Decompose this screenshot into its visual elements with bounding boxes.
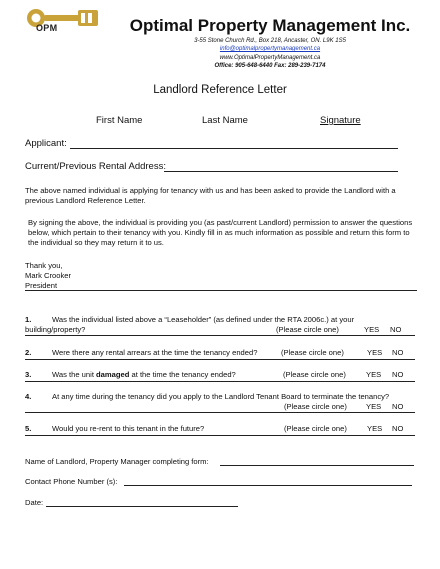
question-number: 5. (25, 424, 32, 433)
question-text (52, 370, 236, 380)
question-number: 1. (25, 315, 32, 324)
company-address: 3-55 Stone Church Rd., Box 218, Ancaster, ON. L9K 1S5 (194, 38, 346, 44)
intro-paragraph: The above named individual is applying for tenancy with us and has been asked to provide the Landlord with a previous Landlord Reference Letter. (25, 186, 396, 205)
question-text-continued: building/property? (25, 325, 86, 334)
circle-instruction: (Please circle one) (284, 402, 347, 411)
question-divider (25, 435, 415, 436)
divider (25, 290, 417, 291)
email-link[interactable]: info@optimalpropertymanagement.ca (219, 46, 321, 52)
sign-off-name: Mark Crooker (25, 271, 71, 280)
question-text: Was the individual listed above a “Leaseholder” (as defined under the RTA 2006c.) at your (52, 315, 355, 324)
question-text-pre: Was the unit (52, 370, 97, 379)
circle-instruction: (Please circle one) (276, 325, 339, 334)
question-divider (25, 381, 415, 382)
circle-instruction: (Please circle one) (283, 370, 346, 379)
question-text: Would you re-rent to this tenant in the future? (52, 424, 205, 433)
form-title: Landlord Reference Letter (153, 84, 287, 96)
yes-option[interactable]: YES (364, 325, 380, 334)
permission-paragraph: By signing the above, the individual is providing you (as past/current Landlord) permission to answer the questions below, which pertain to their tenancy with you. Kindly fill in as much information as possible and return this form to the individual so they may return it to us. (28, 218, 413, 247)
date-field[interactable] (46, 506, 238, 507)
sign-off-thanks: Thank you, (25, 261, 63, 270)
last-name-heading: Last Name (202, 115, 248, 126)
company-name: Optimal Property Management Inc. (129, 16, 411, 35)
phone-field[interactable] (124, 485, 412, 486)
no-option[interactable]: NO (392, 370, 404, 379)
question-text: At any time during the tenancy did you apply to the Landlord Tenant Board to terminate the tenancy? (52, 392, 390, 401)
no-option[interactable]: NO (392, 424, 404, 433)
question-text-emphasis: damaged (96, 370, 130, 379)
rental-address-field[interactable] (164, 171, 398, 172)
circle-instruction: (Please circle one) (281, 348, 344, 357)
question-divider (25, 335, 415, 336)
question-text-post: at the time the tenancy ended? (129, 370, 236, 379)
applicant-label: Applicant: (25, 138, 67, 149)
question-number: 4. (25, 392, 32, 401)
date-label: Date: (25, 498, 44, 507)
signature-heading: Signature (320, 115, 361, 126)
question-number: 3. (25, 370, 32, 379)
landlord-name-label: Name of Landlord, Property Manager completing form: (25, 457, 209, 466)
yes-option[interactable]: YES (367, 424, 383, 433)
phone-label: Contact Phone Number (s): (25, 477, 118, 486)
circle-instruction: (Please circle one) (284, 424, 347, 433)
question-text: Were there any rental arrears at the time the tenancy ended? (52, 348, 258, 357)
first-name-heading: First Name (96, 115, 143, 126)
no-option[interactable]: NO (390, 325, 402, 334)
yes-option[interactable]: YES (367, 348, 383, 357)
yes-option[interactable]: YES (366, 402, 382, 411)
company-website[interactable]: www.OptimalPropertyManagement.ca (219, 55, 321, 61)
company-email-line (100, 46, 440, 52)
rental-address-label: Current/Previous Rental Address: (25, 161, 166, 172)
yes-option[interactable]: YES (366, 370, 382, 379)
landlord-name-field[interactable] (220, 465, 414, 466)
question-divider (25, 359, 415, 360)
sign-off-role: President (25, 281, 58, 290)
question-number: 2. (25, 348, 32, 357)
question-divider (25, 412, 415, 413)
no-option[interactable]: NO (392, 348, 404, 357)
applicant-field[interactable] (70, 148, 398, 149)
logo-text: OPM (36, 23, 58, 33)
company-office-phone: Office: 905-648-6440 Fax: 289-239-7174 (214, 63, 326, 69)
no-option[interactable]: NO (392, 402, 404, 411)
